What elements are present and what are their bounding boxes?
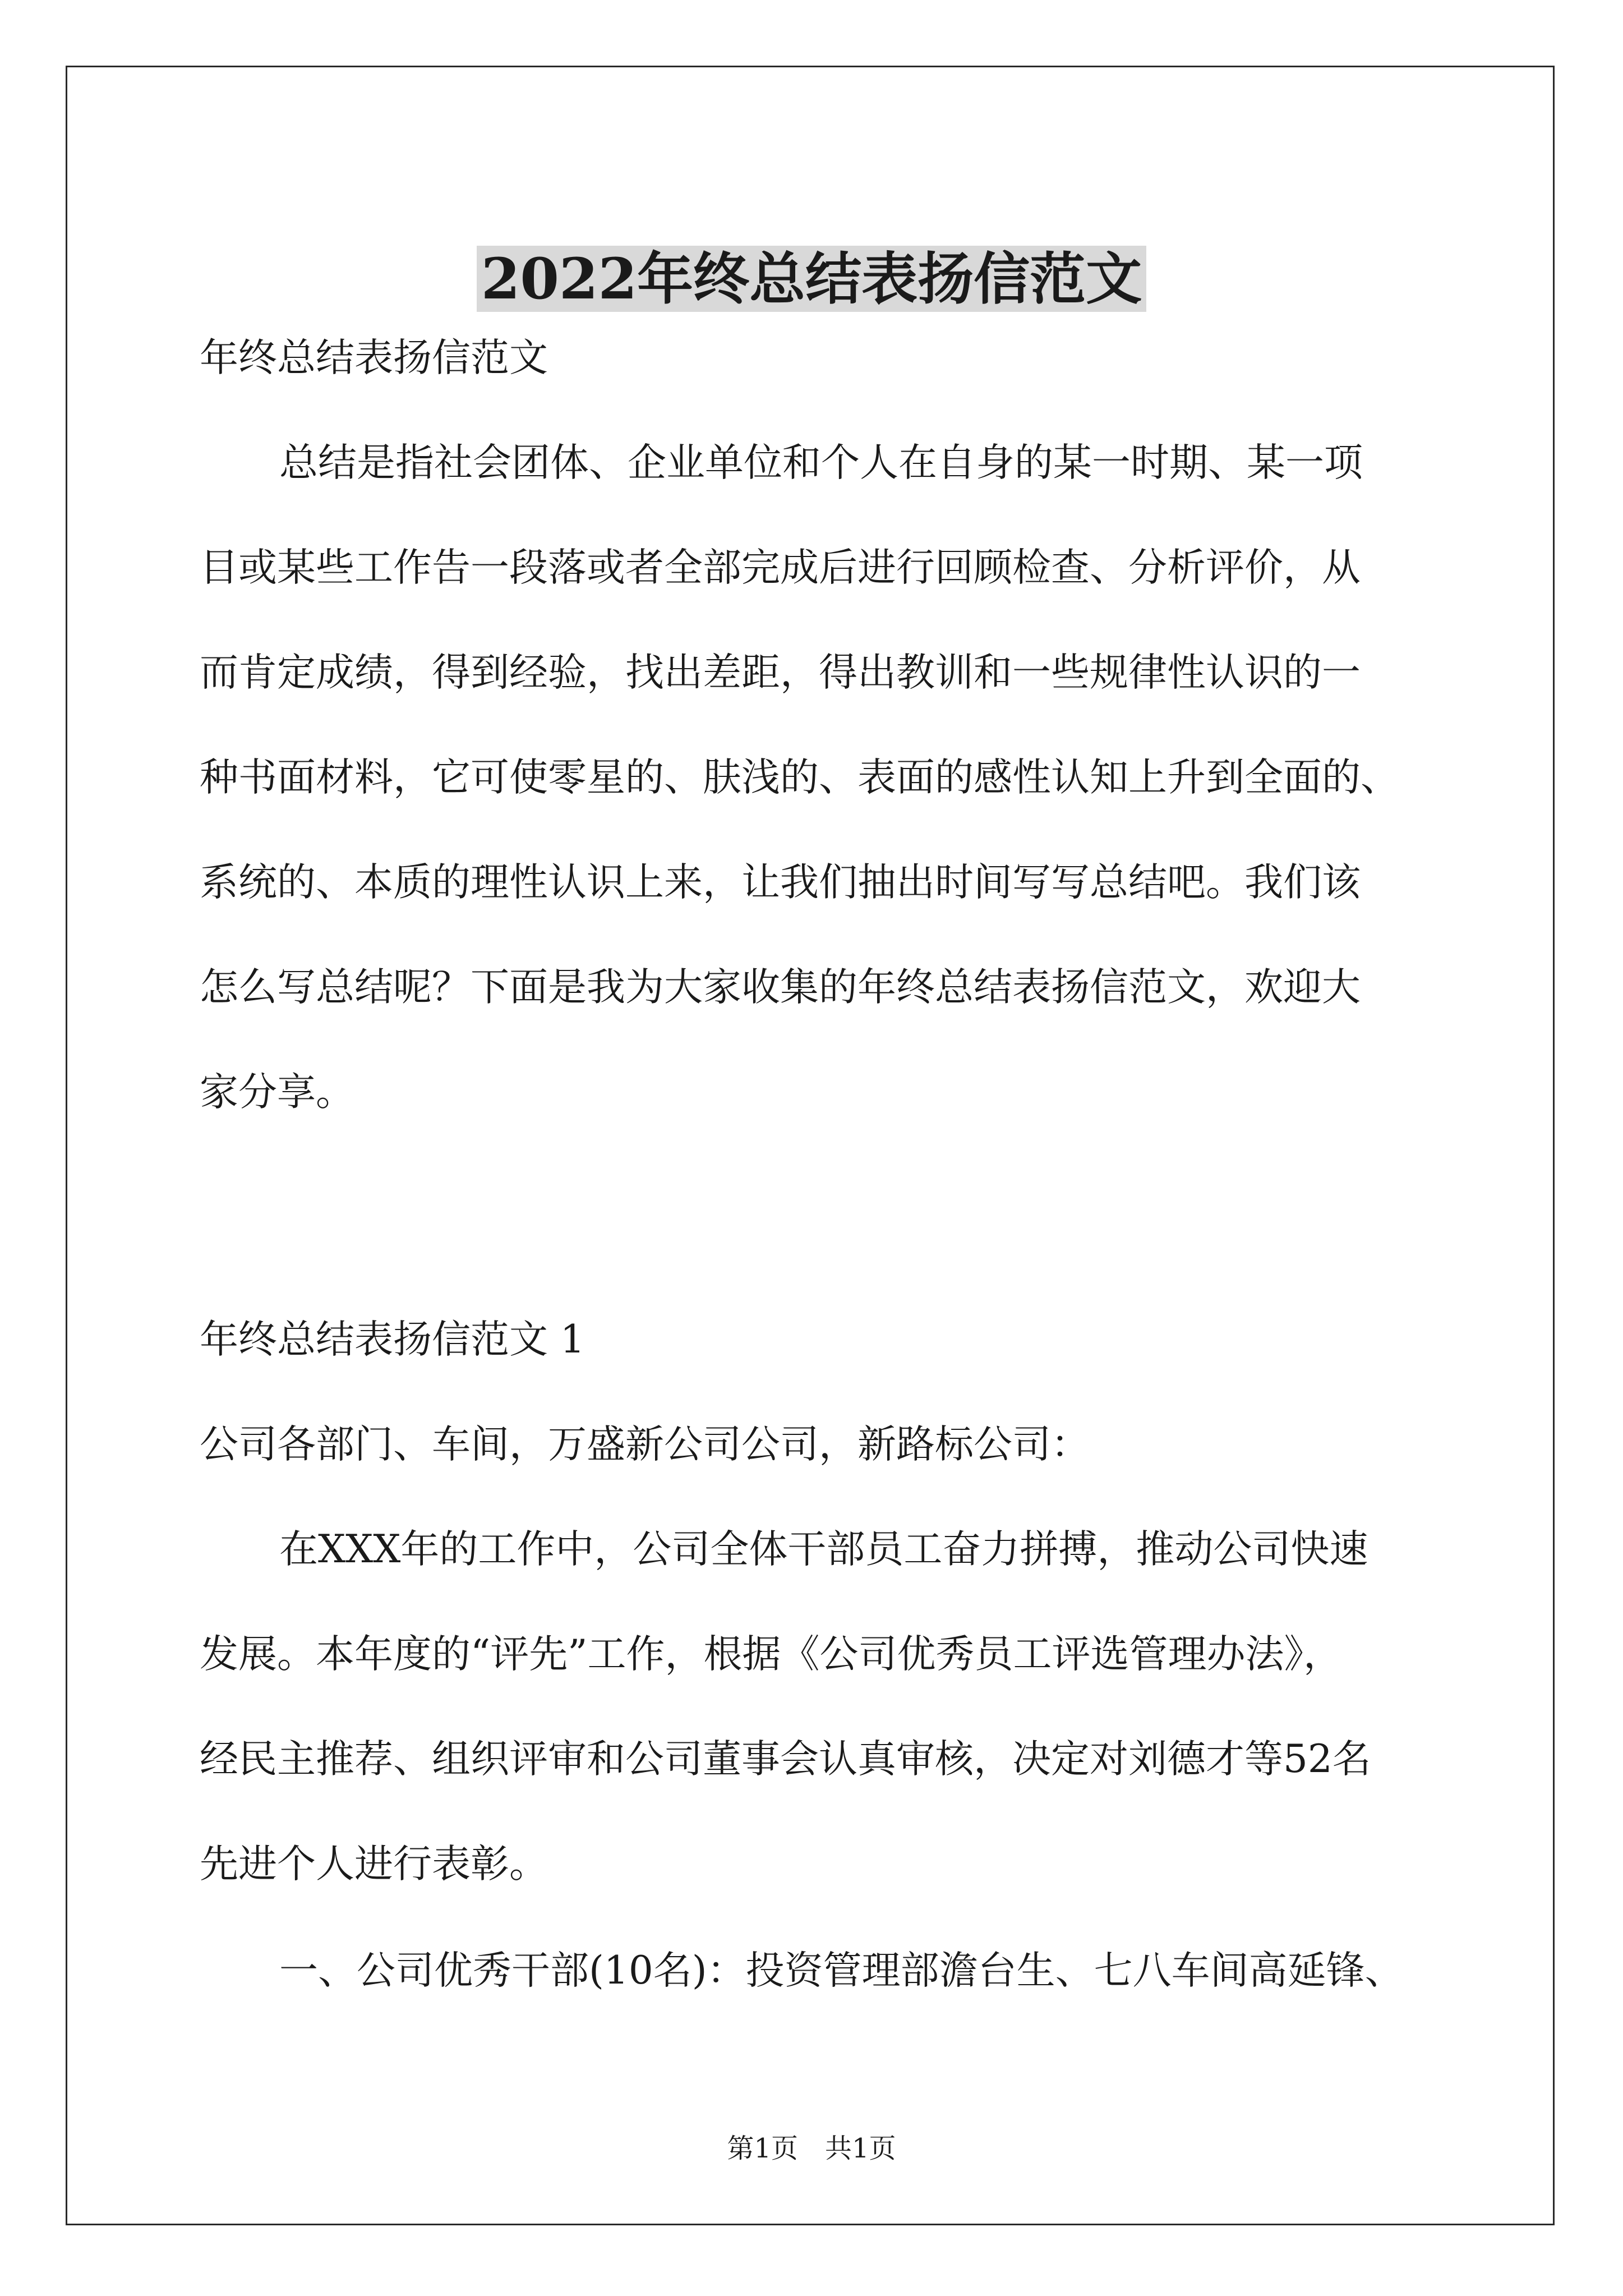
title-text: 2022年终总结表扬信范文 <box>477 246 1146 312</box>
paragraph-line: 家分享。 <box>200 1070 354 1115</box>
page-number: 第1页 共1页 <box>727 2133 896 2164</box>
paragraph-line: 种书面材料，它可使零星的、肤浅的、表面的感性认知上升到全面的、 <box>200 755 1399 800</box>
list-item: 一、公司优秀干部(10名)：投资管理部澹台生、七八车间高延锋、 <box>279 1948 1404 1993</box>
paragraph-line: 总结是指社会团体、企业单位和个人在自身的某一时期、某一项 <box>279 440 1363 485</box>
paragraph-line: 先进个人进行表彰。 <box>200 1842 548 1887</box>
salutation <box>200 1392 1478 1497</box>
section-heading <box>200 306 1478 411</box>
intro-paragraph <box>200 411 1478 1145</box>
paragraph-line: 发展。本年度的“评先”工作，根据《公司优秀员工评选管理办法》， <box>200 1632 1343 1677</box>
paragraph-line: 经民主推荐、组织评审和公司董事会认真审核，决定对刘德才等52名 <box>200 1737 1371 1782</box>
paragraph-line: 怎么写总结呢？下面是我为大家收集的年终总结表扬信范文，欢迎大 <box>200 965 1361 1010</box>
paragraph-line: 而肯定成绩，得到经验，找出差距，得出教训和一些规律性认识的一 <box>200 650 1361 695</box>
paragraph-line: 系统的、本质的理性认识上来，让我们抽出时间写写总结吧。我们该 <box>200 860 1361 905</box>
heading-text: 年终总结表扬信范文 <box>200 335 548 380</box>
heading-text: 年终总结表扬信范文 1 <box>200 1317 585 1362</box>
salutation-text: 公司各部门、车间，万盛新公司公司，新路标公司： <box>200 1422 1090 1467</box>
paragraph-line: 在XXX年的工作中，公司全体干部员工奋力拼搏，推动公司快速 <box>279 1527 1368 1572</box>
paragraph-line: 目或某些工作告一段落或者全部完成后进行回顾检查、分析评价，从 <box>200 545 1361 590</box>
page-footer <box>0 2132 1623 2165</box>
body-paragraph <box>200 1497 1478 1917</box>
list-paragraph <box>200 1918 1478 2023</box>
section-heading-1 <box>200 1287 1478 1392</box>
